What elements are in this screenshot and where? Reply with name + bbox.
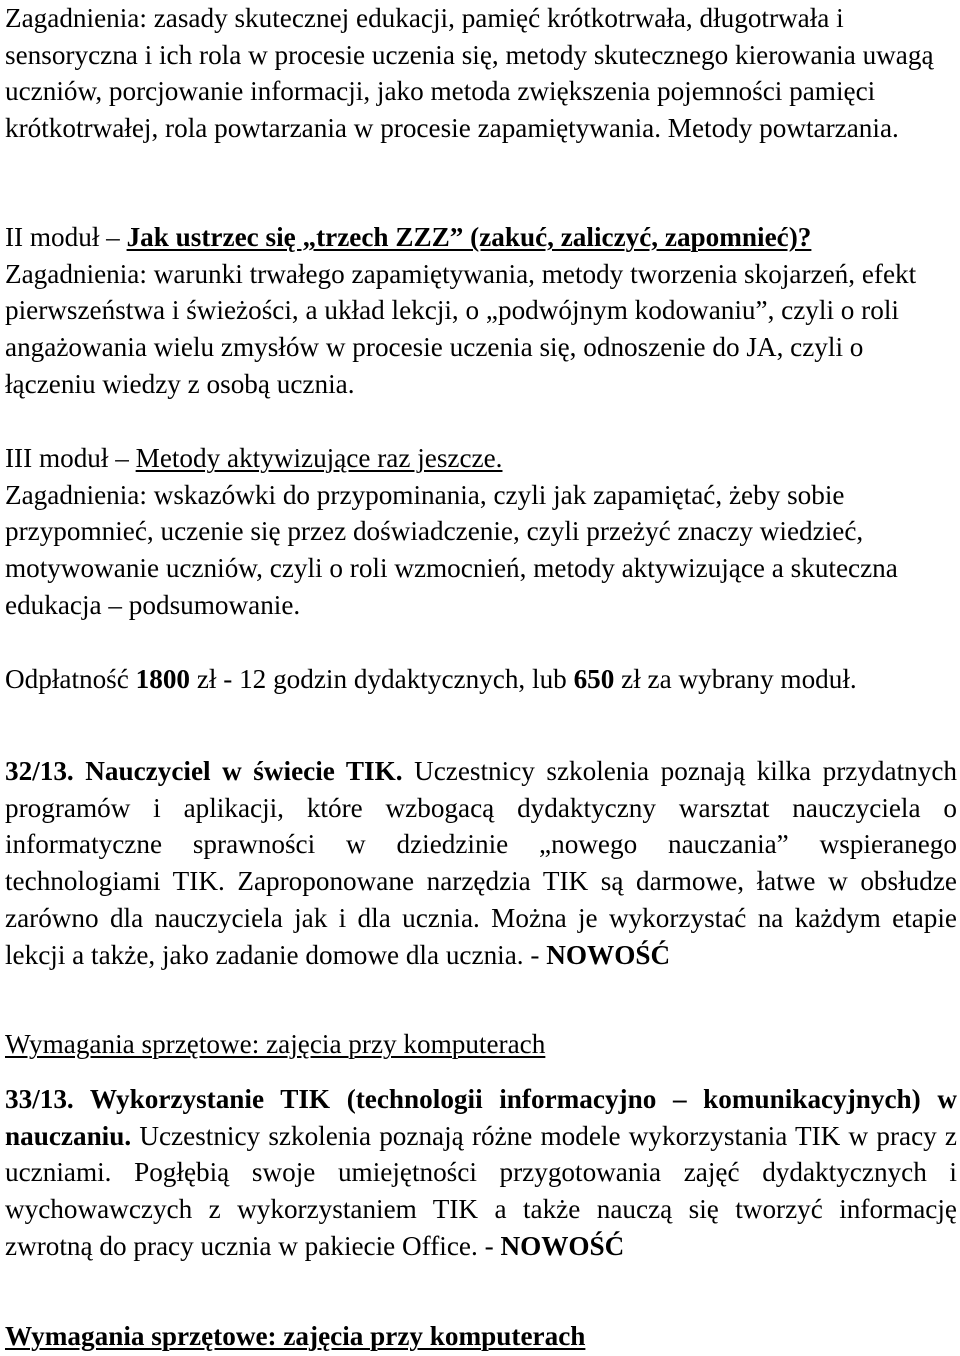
module2-topics: Zagadnienia: warunki trwałego zapamiętywania, metody tworzenia skojarzeń, efekt pierwszeństwa i świeżości, a układ lekcji, o „podwójnym kodowaniu”, czyli o roli angażowania wielu zmysłów w procesie uczenia się, odnoszenie do JA, czyli o łączeniu wiedzy z osobą ucznia. <box>5 258 917 399</box>
course-32-description: Uczestnicy szkolenia poznają kilka przydatnych programów i aplikacji, które wzbogacą dydaktyczny warsztat nauczyciela o informatyczne sprawności w dziedzinie „nowego nauczania” wspieranego technologiami TIK. Zaproponowane narzędzia TIK są darmowe, łatwe w obsłudze zarówno dla nauczyciela jak i dla ucznia. Można je wykorzystać na każdym etapie lekcji a także, jako zadanie domowe dla ucznia. - <box>5 756 957 970</box>
course-33-description: Uczestnicy szkolenia poznają różne modele wykorzystania TIK w pracy z uczniami. Pogłębią swoje umiejętności przygotowania zajęć dydaktycznych i wychowawczych z wykorzystaniem TIK a także nauczą się tworzyć informację zwrotną do pracy ucznia w pakiecie Office. - <box>5 1120 957 1261</box>
module2-title: Jak ustrzec się „trzech ZZZ” (zakuć, zaliczyć, zapomnieć)? <box>126 222 812 252</box>
module2-heading <box>5 219 957 256</box>
module3-heading <box>5 440 957 477</box>
course-33 <box>5 1081 957 1265</box>
fee-amount-module: 650 <box>573 664 615 694</box>
module3-topics: Zagadnienia: wskazówki do przypominania, czyli jak zapamiętać, żeby sobie przypomnieć, uczenie się przez doświadczenie, czyli przeżyć znaczy wiedzieć, motywowanie uczniów, czyli o roli wzmocnień, metody aktywizujące a skuteczna edukacja – podsumowanie. <box>5 479 898 620</box>
module3-section <box>5 440 957 624</box>
module2-section <box>5 219 957 403</box>
module1-topics: Zagadnienia: zasady skutecznej edukacji, pamięć krótkotrwała, długotrwała i sensoryczna i ich rola w procesie uczenia się, metody skutecznego kierowania uwagą uczniów, porcjowanie informacji, jako metoda zwiększenia pojemności pamięci krótkotrwałej, rola powtarzania w procesie zapamiętywania. Metody powtarzania. <box>5 3 934 144</box>
course-32 <box>5 753 957 973</box>
course-33-title: 33/13. Wykorzystanie TIK (technologii informacyjno – komunikacyjnych) w nauczaniu. <box>5 1084 957 1151</box>
course-33-requirements-text: Wymagania sprzętowe: zajęcia przy komputerach <box>5 1321 586 1351</box>
course-33-requirements <box>5 1318 957 1355</box>
fee-amount-full: 1800 <box>135 664 191 694</box>
course-32-requirements <box>5 1026 957 1063</box>
fee-label: Odpłatność <box>5 664 136 694</box>
module2-prefix: II moduł – <box>5 222 127 252</box>
module3-title: Metody aktywizujące raz jeszcze. <box>135 443 503 473</box>
fee-end: zł za wybrany moduł. <box>614 664 857 694</box>
course-32-requirements-text: Wymagania sprzętowe: zajęcia przy komputerach <box>5 1029 546 1059</box>
course-33-new-badge: NOWOŚĆ <box>500 1230 625 1261</box>
fee-paragraph <box>5 661 957 698</box>
module3-prefix: III moduł – <box>5 443 136 473</box>
course-32-title: 32/13. Nauczyciel w świecie TIK. <box>5 756 403 786</box>
fee-mid: zł - 12 godzin dydaktycznych, lub <box>190 664 574 694</box>
course-32-new-badge: NOWOŚĆ <box>546 939 671 970</box>
